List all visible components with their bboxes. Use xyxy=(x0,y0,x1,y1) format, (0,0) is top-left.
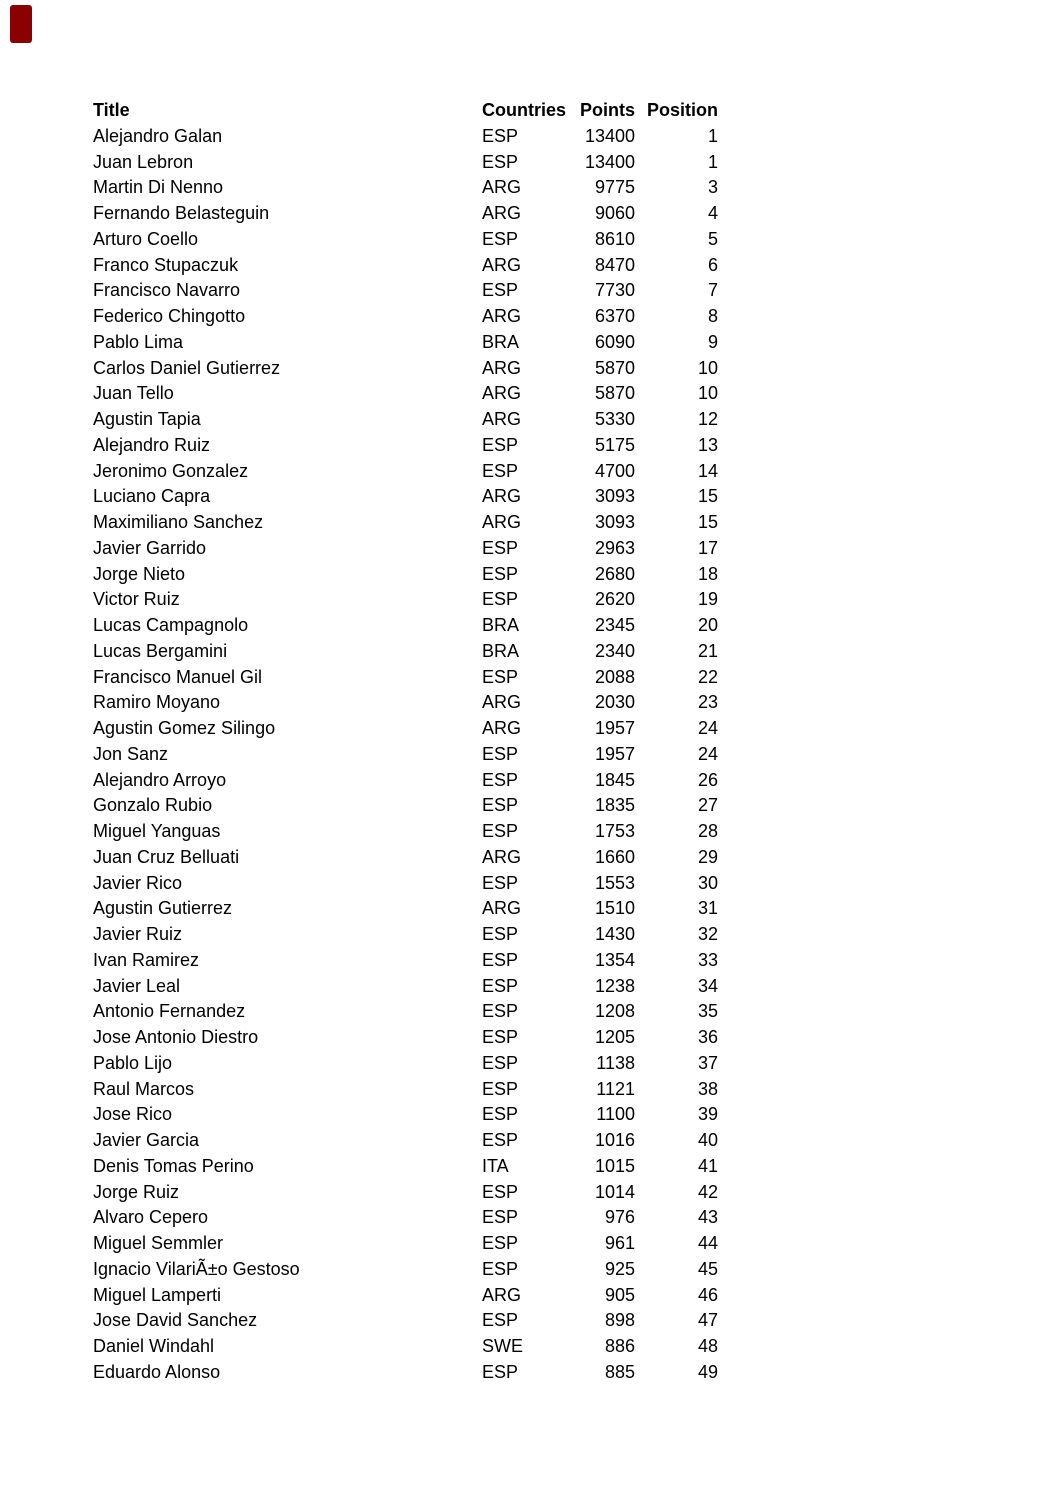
points-cell: 13400 xyxy=(584,125,635,146)
country-cell: ARG xyxy=(482,409,522,429)
player-name-cell: Jeronimo Gonzalez xyxy=(93,460,249,481)
country-cell: ESP xyxy=(482,125,519,146)
points-cell: 1354 xyxy=(594,949,635,970)
table-row xyxy=(93,665,718,691)
position-cell: 26 xyxy=(697,769,718,790)
player-name-cell: Eduardo Alonso xyxy=(93,1361,221,1382)
points-cell: 1014 xyxy=(594,1181,635,1202)
column-header-points: Points xyxy=(579,100,635,120)
position-cell: 48 xyxy=(697,1336,718,1356)
country-cell: ESP xyxy=(482,589,519,610)
country-cell: ARG xyxy=(482,486,522,507)
position-cell: 34 xyxy=(697,975,718,996)
table-row xyxy=(93,845,718,871)
position-cell: 28 xyxy=(697,821,718,841)
player-name-cell: Miguel Yanguas xyxy=(93,821,221,841)
country-cell: ARG xyxy=(482,846,522,867)
country-cell: ESP xyxy=(482,1027,519,1047)
player-name-cell: Denis Tomas Perino xyxy=(93,1155,254,1176)
position-cell: 45 xyxy=(697,1258,718,1279)
player-name-cell: Federico Chingotto xyxy=(93,306,246,326)
table-row xyxy=(93,871,718,897)
player-name-cell: Jose David Sanchez xyxy=(93,1310,258,1331)
table-row xyxy=(93,356,718,382)
table-row xyxy=(93,150,718,176)
country-cell: ARG xyxy=(482,1284,522,1305)
country-cell: ESP xyxy=(482,434,519,455)
table-row xyxy=(93,1180,718,1206)
position-cell: 35 xyxy=(697,1001,718,1022)
table-row xyxy=(93,639,718,665)
player-name-cell: Javier Garrido xyxy=(93,537,207,558)
position-cell: 15 xyxy=(697,486,718,507)
points-cell: 1016 xyxy=(594,1130,635,1150)
table-body xyxy=(93,124,718,1386)
position-cell: 1 xyxy=(707,125,718,146)
player-name-cell: Pablo Lima xyxy=(93,331,184,352)
country-cell: ESP xyxy=(482,563,519,584)
position-cell: 49 xyxy=(697,1361,718,1382)
country-cell: ESP xyxy=(482,743,519,764)
country-cell: ESP xyxy=(482,949,519,970)
points-cell: 1138 xyxy=(596,1052,635,1073)
table-row xyxy=(93,922,718,948)
player-name-cell: Carlos Daniel Gutierrez xyxy=(93,357,281,378)
red-corner-mark xyxy=(10,5,32,43)
position-cell: 18 xyxy=(697,563,718,584)
player-name-cell: Juan Lebron xyxy=(93,151,194,172)
country-cell: ESP xyxy=(482,460,519,481)
country-cell: ESP xyxy=(482,1361,519,1382)
player-name-cell: Javier Leal xyxy=(93,975,181,996)
table-row xyxy=(93,278,718,304)
points-cell: 1510 xyxy=(594,898,635,919)
points-cell: 8610 xyxy=(594,228,635,249)
points-cell: 5870 xyxy=(594,383,635,404)
player-name-cell: Luciano Capra xyxy=(93,486,211,507)
position-cell: 14 xyxy=(697,460,718,481)
table-row xyxy=(93,433,718,459)
table-row xyxy=(93,1025,718,1051)
table-row xyxy=(93,793,718,819)
table-row xyxy=(93,1051,718,1077)
country-cell: ARG xyxy=(482,512,522,532)
player-name-cell: Miguel Lamperti xyxy=(93,1284,222,1305)
table-row xyxy=(93,484,718,510)
table-row xyxy=(93,407,718,433)
player-name-cell: Ignacio VilariÃ±o Gestoso xyxy=(93,1258,300,1279)
points-cell: 1835 xyxy=(594,795,635,816)
player-name-cell: Alvaro Cepero xyxy=(93,1207,209,1228)
player-name-cell: Arturo Coello xyxy=(93,228,199,249)
country-cell: ESP xyxy=(482,872,519,893)
position-cell: 47 xyxy=(697,1310,718,1331)
country-cell: ARG xyxy=(482,357,522,378)
points-cell: 1208 xyxy=(594,1001,635,1022)
country-cell: ESP xyxy=(482,1130,519,1150)
position-cell: 12 xyxy=(697,409,718,429)
table-row xyxy=(93,227,718,253)
position-cell: 36 xyxy=(697,1027,718,1047)
position-cell: 37 xyxy=(697,1052,718,1073)
points-cell: 3093 xyxy=(594,512,635,532)
table-row xyxy=(93,974,718,1000)
points-cell: 2030 xyxy=(594,692,635,713)
position-cell: 30 xyxy=(697,872,718,893)
position-cell: 23 xyxy=(697,692,718,713)
points-cell: 1121 xyxy=(596,1078,635,1099)
country-cell: BRA xyxy=(482,615,520,635)
table-row xyxy=(93,1154,718,1180)
points-cell: 898 xyxy=(604,1310,635,1331)
country-cell: ESP xyxy=(482,228,519,249)
points-cell: 1957 xyxy=(594,718,635,738)
player-name-cell: Fernando Belasteguin xyxy=(93,203,270,223)
table-row xyxy=(93,381,718,407)
position-cell: 33 xyxy=(697,949,718,970)
player-name-cell: Ramiro Moyano xyxy=(93,692,221,713)
points-cell: 886 xyxy=(604,1336,635,1356)
table-row xyxy=(93,1360,718,1386)
table-row xyxy=(93,1128,718,1154)
country-cell: ESP xyxy=(482,1181,519,1202)
player-name-cell: Victor Ruiz xyxy=(93,589,180,610)
position-cell: 38 xyxy=(697,1078,718,1099)
position-cell: 7 xyxy=(707,280,718,301)
country-cell: ESP xyxy=(482,975,519,996)
country-cell: ESP xyxy=(482,1258,519,1279)
player-name-cell: Juan Cruz Belluati xyxy=(93,846,240,867)
points-cell: 7730 xyxy=(594,280,635,301)
position-cell: 32 xyxy=(697,924,718,944)
position-cell: 19 xyxy=(697,589,718,610)
position-cell: 21 xyxy=(697,640,718,661)
table-row xyxy=(93,1231,718,1257)
points-cell: 1660 xyxy=(594,846,635,867)
points-cell: 1238 xyxy=(594,975,635,996)
player-name-cell: Maximiliano Sanchez xyxy=(93,512,264,532)
player-name-cell: Francisco Navarro xyxy=(93,280,241,301)
position-cell: 10 xyxy=(697,383,718,404)
table-row xyxy=(93,768,718,794)
player-name-cell: Jon Sanz xyxy=(93,743,169,764)
position-cell: 5 xyxy=(707,228,718,249)
country-cell: ARG xyxy=(482,254,522,275)
position-cell: 46 xyxy=(697,1284,718,1305)
column-header-title: Title xyxy=(93,100,130,120)
position-cell: 29 xyxy=(697,846,718,867)
country-cell: ESP xyxy=(482,1001,519,1022)
table-row xyxy=(93,819,718,845)
points-cell: 8470 xyxy=(594,254,635,275)
player-name-cell: Franco Stupaczuk xyxy=(93,254,239,275)
player-name-cell: Javier Ruiz xyxy=(93,924,183,944)
country-cell: ARG xyxy=(482,692,522,713)
points-cell: 976 xyxy=(604,1207,635,1228)
table-row xyxy=(93,716,718,742)
points-cell: 2088 xyxy=(594,666,635,687)
table-row xyxy=(93,690,718,716)
player-name-cell: Lucas Bergamini xyxy=(93,640,228,661)
position-cell: 42 xyxy=(697,1181,718,1202)
points-cell: 3093 xyxy=(594,486,635,507)
country-cell: ESP xyxy=(482,1207,519,1228)
position-cell: 24 xyxy=(697,743,718,764)
country-cell: ESP xyxy=(482,1310,519,1331)
table-row xyxy=(93,536,718,562)
points-cell: 5175 xyxy=(594,434,635,455)
table-row xyxy=(93,742,718,768)
points-cell: 1205 xyxy=(594,1027,635,1047)
table-row xyxy=(93,1334,718,1360)
points-cell: 5330 xyxy=(594,409,635,429)
points-cell: 2680 xyxy=(594,563,635,584)
points-cell: 13400 xyxy=(584,151,635,172)
country-cell: ESP xyxy=(482,924,519,944)
country-cell: ESP xyxy=(482,821,519,841)
position-cell: 3 xyxy=(707,177,718,198)
points-cell: 1015 xyxy=(594,1155,635,1176)
table-row xyxy=(93,1205,718,1231)
country-cell: BRA xyxy=(482,640,520,661)
table-row xyxy=(93,587,718,613)
position-cell: 39 xyxy=(697,1104,718,1125)
points-cell: 2963 xyxy=(594,537,635,558)
table-row xyxy=(93,201,718,227)
position-cell: 40 xyxy=(697,1130,718,1150)
country-cell: ESP xyxy=(482,280,519,301)
position-cell: 10 xyxy=(697,357,718,378)
points-cell: 6370 xyxy=(594,306,635,326)
player-name-cell: Alejandro Arroyo xyxy=(93,769,227,790)
country-cell: ARG xyxy=(482,203,522,223)
position-cell: 20 xyxy=(697,615,718,635)
points-cell: 6090 xyxy=(594,331,635,352)
player-name-cell: Raul Marcos xyxy=(93,1078,195,1099)
points-cell: 925 xyxy=(604,1258,635,1279)
points-cell: 1553 xyxy=(594,872,635,893)
points-cell: 4700 xyxy=(594,460,635,481)
country-cell: SWE xyxy=(482,1336,524,1356)
country-cell: ARG xyxy=(482,898,522,919)
position-cell: 13 xyxy=(697,434,718,455)
position-cell: 43 xyxy=(697,1207,718,1228)
player-name-cell: Jose Rico xyxy=(93,1104,173,1125)
table-row xyxy=(93,304,718,330)
position-cell: 9 xyxy=(707,331,718,352)
country-cell: ESP xyxy=(482,1233,519,1253)
country-cell: ESP xyxy=(482,537,519,558)
player-name-cell: Pablo Lijo xyxy=(93,1052,173,1073)
player-name-cell: Jorge Ruiz xyxy=(93,1181,180,1202)
points-cell: 9775 xyxy=(594,177,635,198)
ranking-table xyxy=(93,98,718,1386)
table-row xyxy=(93,1077,718,1103)
points-cell: 1957 xyxy=(594,743,635,764)
position-cell: 31 xyxy=(697,898,718,919)
points-cell: 1845 xyxy=(594,769,635,790)
player-name-cell: Gonzalo Rubio xyxy=(93,795,213,816)
table-row xyxy=(93,1283,718,1309)
country-cell: ESP xyxy=(482,1104,519,1125)
player-name-cell: Miguel Semmler xyxy=(93,1233,224,1253)
points-cell: 2620 xyxy=(594,589,635,610)
position-cell: 1 xyxy=(707,151,718,172)
country-cell: ESP xyxy=(482,769,519,790)
table-row xyxy=(93,253,718,279)
table-row xyxy=(93,999,718,1025)
player-name-cell: Jose Antonio Diestro xyxy=(93,1027,259,1047)
player-name-cell: Ivan Ramirez xyxy=(93,949,200,970)
player-name-cell: Antonio Fernandez xyxy=(93,1001,246,1022)
table-row xyxy=(93,896,718,922)
country-cell: ARG xyxy=(482,306,522,326)
position-cell: 22 xyxy=(697,666,718,687)
country-cell: ESP xyxy=(482,1052,519,1073)
table-row xyxy=(93,330,718,356)
position-cell: 24 xyxy=(697,718,718,738)
country-cell: ARG xyxy=(482,383,522,404)
points-cell: 2340 xyxy=(594,640,635,661)
player-name-cell: Agustin Tapia xyxy=(93,409,201,429)
position-cell: 17 xyxy=(697,537,718,558)
points-cell: 5870 xyxy=(594,357,635,378)
position-cell: 44 xyxy=(697,1233,718,1253)
table-row xyxy=(93,459,718,485)
table-row xyxy=(93,1102,718,1128)
player-name-cell: Agustin Gutierrez xyxy=(93,898,233,919)
player-name-cell: Alejandro Galan xyxy=(93,125,223,146)
points-cell: 905 xyxy=(604,1284,635,1305)
points-cell: 885 xyxy=(604,1361,635,1382)
table-row xyxy=(93,510,718,536)
country-cell: ARG xyxy=(482,177,522,198)
points-cell: 961 xyxy=(604,1233,635,1253)
table-header-row xyxy=(93,98,718,124)
table-row xyxy=(93,562,718,588)
table-row xyxy=(93,1257,718,1283)
player-name-cell: Javier Garcia xyxy=(93,1130,200,1150)
country-cell: ESP xyxy=(482,1078,519,1099)
table-row xyxy=(93,948,718,974)
player-name-cell: Javier Rico xyxy=(93,872,183,893)
player-name-cell: Martin Di Nenno xyxy=(93,177,224,198)
position-cell: 41 xyxy=(697,1155,718,1176)
table-row xyxy=(93,175,718,201)
table-row xyxy=(93,1308,718,1334)
country-cell: ESP xyxy=(482,666,519,687)
position-cell: 4 xyxy=(707,203,718,223)
player-name-cell: Alejandro Ruiz xyxy=(93,434,211,455)
country-cell: BRA xyxy=(482,331,520,352)
table-row xyxy=(93,124,718,150)
points-cell: 1753 xyxy=(594,821,635,841)
position-cell: 27 xyxy=(697,795,718,816)
player-name-cell: Lucas Campagnolo xyxy=(93,615,249,635)
country-cell: ITA xyxy=(482,1155,509,1176)
column-header-countries: Countries xyxy=(482,100,567,120)
points-cell: 1100 xyxy=(596,1104,635,1125)
position-cell: 15 xyxy=(697,512,718,532)
column-header-position: Position xyxy=(647,100,718,120)
country-cell: ESP xyxy=(482,151,519,172)
points-cell: 1430 xyxy=(594,924,635,944)
player-name-cell: Daniel Windahl xyxy=(93,1336,215,1356)
player-name-cell: Francisco Manuel Gil xyxy=(93,666,263,687)
country-cell: ESP xyxy=(482,795,519,816)
player-name-cell: Agustin Gomez Silingo xyxy=(93,718,276,738)
points-cell: 9060 xyxy=(594,203,635,223)
position-cell: 8 xyxy=(707,306,718,326)
country-cell: ARG xyxy=(482,718,522,738)
player-name-cell: Jorge Nieto xyxy=(93,563,186,584)
position-cell: 6 xyxy=(707,254,718,275)
points-cell: 2345 xyxy=(594,615,635,635)
player-name-cell: Juan Tello xyxy=(93,383,174,404)
table-row xyxy=(93,613,718,639)
